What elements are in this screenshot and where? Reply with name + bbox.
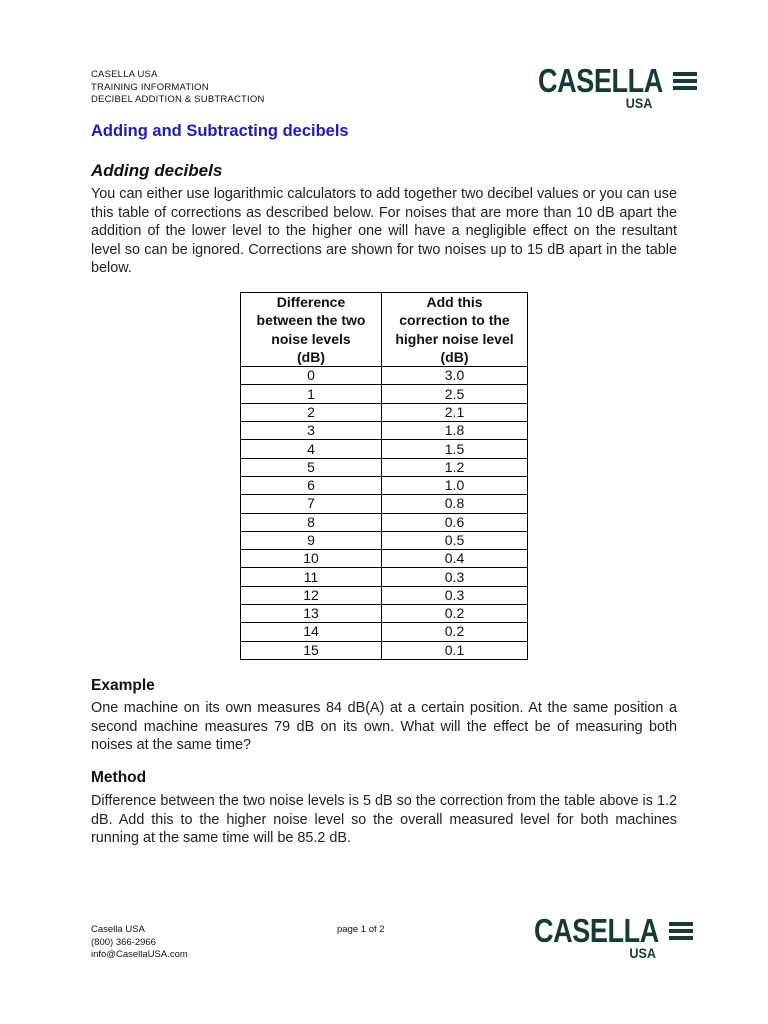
cell-correction: 3.0 xyxy=(382,367,528,385)
cell-correction: 0.3 xyxy=(382,586,528,604)
cell-difference: 7 xyxy=(241,495,382,513)
cell-difference: 10 xyxy=(241,550,382,568)
table-row xyxy=(241,586,528,604)
cell-difference: 0 xyxy=(241,367,382,385)
logo-sub: USA xyxy=(629,945,656,961)
header-line: noise levels xyxy=(271,330,351,347)
header-company: CASELLA USA xyxy=(91,69,158,80)
cell-correction: 1.2 xyxy=(382,458,528,476)
example-paragraph: One machine on its own measures 84 dB(A) at a certain position. At the same position a second machine measures 79 dB on its own. What will the effect be of measuring both noises at the same time? xyxy=(91,700,677,753)
cell-difference: 8 xyxy=(241,513,382,531)
page-number: page 1 of 2 xyxy=(337,924,385,935)
header-category: TRAINING INFORMATION xyxy=(91,81,209,93)
footer-phone: (800) 366-2966 xyxy=(91,936,156,948)
cell-difference: 2 xyxy=(241,403,382,421)
cell-correction: 0.8 xyxy=(382,495,528,513)
table-row xyxy=(241,422,528,440)
table-row xyxy=(241,623,528,641)
table-row xyxy=(241,385,528,403)
header-topic: DECIBEL ADDITION & SUBTRACTION xyxy=(91,94,265,105)
logo-word: CASELLA xyxy=(538,62,663,99)
table-row xyxy=(241,458,528,476)
cell-difference: 13 xyxy=(241,605,382,623)
table-row xyxy=(241,495,528,513)
cell-difference: 11 xyxy=(241,568,382,586)
header-line: higher noise level xyxy=(395,330,514,347)
cell-difference: 4 xyxy=(241,440,382,458)
casella-logo-bottom xyxy=(534,912,693,961)
cell-correction: 0.2 xyxy=(382,623,528,641)
logo-word: CASELLA xyxy=(534,912,659,949)
cell-correction: 0.6 xyxy=(382,513,528,531)
cell-difference: 5 xyxy=(241,458,382,476)
cell-correction: 2.5 xyxy=(382,385,528,403)
footer-contact xyxy=(91,924,188,962)
correction-table xyxy=(240,292,528,660)
header-line: correction to the xyxy=(399,312,510,329)
casella-logo-top xyxy=(538,62,697,111)
page-title: Adding and Subtracting decibels xyxy=(91,122,349,140)
header-line: (dB) xyxy=(440,348,469,365)
footer-email[interactable]: info@CasellaUSA.com xyxy=(91,949,188,960)
header-line: Add this xyxy=(426,294,483,310)
header-line: Difference xyxy=(276,294,346,310)
column-header-correction xyxy=(382,293,528,367)
adding-paragraph: You can either use logarithmic calculators to add together two decibel values or you can use this table of corrections as described below. For noises that are more than 10 dB apart the addition of the lower level to the higher one will have a negligible effect on the resultant level so can be ignored. Corrections are shown for two noises up to 15 dB apart in the table below. xyxy=(91,186,677,276)
cell-difference: 3 xyxy=(241,422,382,440)
cell-difference: 1 xyxy=(241,385,382,403)
cell-difference: 12 xyxy=(241,586,382,604)
table-row xyxy=(241,550,528,568)
column-header-difference xyxy=(241,293,382,367)
document-header xyxy=(91,69,265,107)
table-row xyxy=(241,476,528,494)
cell-difference: 6 xyxy=(241,476,382,494)
logo-bars-icon xyxy=(673,72,697,90)
cell-correction: 0.3 xyxy=(382,568,528,586)
adding-heading: Adding decibels xyxy=(91,161,223,180)
method-heading: Method xyxy=(91,769,147,786)
cell-correction: 0.1 xyxy=(382,641,528,659)
cell-correction: 1.5 xyxy=(382,440,528,458)
header-line: (dB) xyxy=(297,348,325,365)
cell-difference: 14 xyxy=(241,623,382,641)
cell-correction: 1.8 xyxy=(382,422,528,440)
table-row xyxy=(241,367,528,385)
cell-correction: 1.0 xyxy=(382,476,528,494)
footer-company: Casella USA xyxy=(91,924,145,935)
logo-sub: USA xyxy=(625,95,653,111)
table-row xyxy=(241,403,528,421)
cell-correction: 0.5 xyxy=(382,531,528,549)
cell-correction: 0.2 xyxy=(382,605,528,623)
header-line: between the two xyxy=(256,312,366,329)
table-row xyxy=(241,513,528,531)
cell-difference: 15 xyxy=(241,641,382,659)
table-header-row xyxy=(241,293,528,367)
table-row xyxy=(241,641,528,659)
table-row xyxy=(241,531,528,549)
logo-bars-icon xyxy=(669,922,693,940)
cell-correction: 2.1 xyxy=(382,403,528,421)
method-paragraph: Difference between the two noise levels is 5 dB so the correction from the table above is 1.2 dB. Add this to the higher noise level so the overall measured level for both machines running at the same time will be 85.2 dB. xyxy=(91,793,677,846)
cell-difference: 9 xyxy=(241,531,382,549)
table-row xyxy=(241,440,528,458)
example-heading: Example xyxy=(91,677,155,694)
cell-correction: 0.4 xyxy=(382,550,528,568)
table-row xyxy=(241,605,528,623)
table-row xyxy=(241,568,528,586)
